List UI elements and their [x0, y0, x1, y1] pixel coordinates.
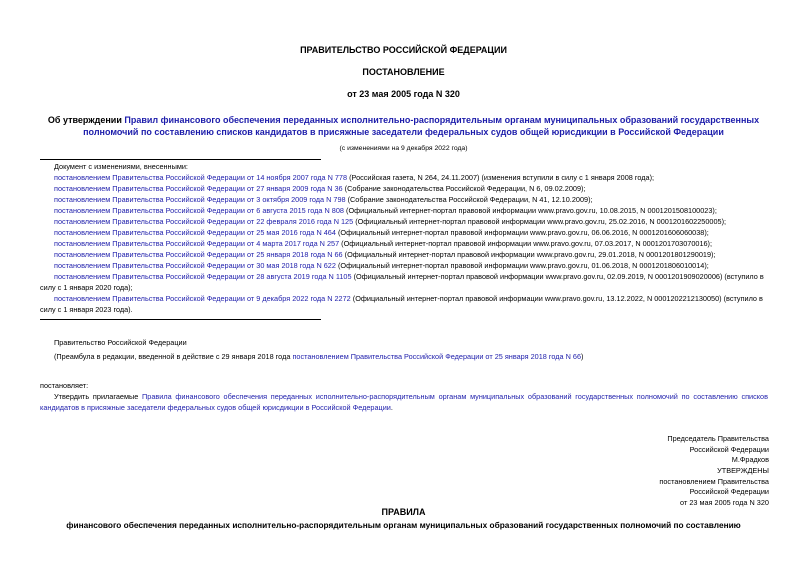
document-type: ПОСТАНОВЛЕНИЕ: [362, 67, 445, 77]
approve-prefix: Утвердить прилагаемые: [54, 392, 143, 401]
preamble-edition-link[interactable]: постановлением Правительства Российской Федерации от 25 января 2018 года N 66: [292, 352, 582, 361]
title-link[interactable]: Правил финансового обеспечения переданных исполнительно-распорядительным органам муниципальных образований государственных: [124, 115, 760, 125]
change-link[interactable]: постановлением Правительства Российской Федерации от 25 января 2018 года N 66: [54, 250, 343, 259]
change-link[interactable]: постановлением Правительства Российской Федерации от 4 марта 2017 года N 257: [54, 239, 340, 248]
preamble-text: Правительство Российской Федерации: [54, 338, 187, 347]
signature-position: Председатель Правительства: [667, 434, 769, 443]
change-link[interactable]: постановлением Правительства Российской Федерации от 30 мая 2018 года N 622: [54, 261, 336, 270]
title-link-cont[interactable]: полномочий по составлению списков кандидатов в присяжные заседатели федеральных судов общей юрисдикции в Российской Федерации: [83, 127, 724, 137]
change-text: (Официальный интернет-портал правовой информации www.pravo.gov.ru, 10.08.2015, N 0001201508100023);: [343, 206, 717, 215]
approved-by: постановлением Правительства: [659, 476, 769, 486]
change-item: [54, 239, 712, 250]
bottom-divider: [40, 319, 321, 320]
change-text: (Официальный интернет-портал правовой информации www.pravo.gov.ru, 29.01.2018, N 0001201801290019);: [342, 250, 716, 259]
change-item: [54, 228, 709, 239]
approve-paragraph: [40, 392, 768, 414]
change-item: [54, 206, 717, 217]
change-link[interactable]: постановлением Правительства Российской Федерации от 28 августа 2019 года N 1105: [54, 272, 352, 281]
resolves-text: постановляет:: [40, 381, 89, 390]
change-item-cont: силу с 1 января 2020 года);: [40, 283, 133, 292]
change-link[interactable]: постановлением Правительства Российской Федерации от 14 ноября 2007 года N 778: [54, 173, 348, 182]
change-link[interactable]: постановлением Правительства Российской Федерации от 25 мая 2016 года N 464: [54, 228, 336, 237]
changes-intro: Документ с изменениями, внесенными:: [54, 162, 188, 171]
signature-block: [667, 434, 769, 466]
change-item-cont: силу с 1 января 2023 года).: [40, 305, 133, 314]
top-divider: [40, 159, 321, 160]
change-link[interactable]: постановлением Правительства Российской Федерации от 22 февраля 2016 года N 125: [54, 217, 354, 226]
preamble-edition-suffix: ): [581, 352, 584, 361]
change-text: (Российская газета, N 264, 24.11.2007) (изменения вступили в силу с 1 января 2008 года);: [347, 173, 655, 182]
change-text: (Официальный интернет-портал правовой информации www.pravo.gov.ru, 07.03.2017, N 0001201703070016);: [339, 239, 713, 248]
change-text: (Официальный интернет-портал правовой информации www.pravo.gov.ru, 01.06.2018, N 0001201806010014);: [335, 261, 709, 270]
document-date-number: от 23 мая 2005 года N 320: [347, 89, 460, 99]
change-text: (Собрание законодательства Российской Федерации, N 6, 09.02.2009);: [342, 184, 586, 193]
approved-country: Российской Федерации: [689, 487, 769, 497]
approve-rules-link[interactable]: Правила финансового обеспечения переданных исполнительно-распорядительным органам муниципальных образований государственных полномочий по составлению списков кандидатов в присяжные заседатели федеральных судов общей юрисдикции в Российской Федерации: [40, 392, 768, 412]
preamble-edition-prefix: (Преамбула в редакции, введенной в действие с 29 января 2018 года: [54, 352, 293, 361]
title-prefix: Об утверждении: [47, 115, 125, 125]
change-item: [54, 217, 726, 228]
change-link[interactable]: постановлением Правительства Российской Федерации от 9 декабря 2022 года N 2272: [54, 294, 351, 303]
change-text: (Официальный интернет-портал правовой информации www.pravo.gov.ru, 06.06.2016, N 0001201606060038);: [335, 228, 709, 237]
change-item: [54, 250, 715, 261]
signature-country: Российской Федерации: [689, 444, 769, 454]
document-title: [0, 114, 807, 138]
approved-block: [659, 466, 769, 509]
change-link[interactable]: постановлением Правительства Российской Федерации от 3 октября 2009 года N 798: [54, 195, 346, 204]
change-item: [54, 173, 654, 184]
signature-name: М.Фрадков: [731, 455, 769, 465]
change-item: [54, 184, 586, 195]
change-item: [54, 272, 764, 283]
change-item: [54, 195, 593, 206]
change-text: (Официальный интернет-портал правовой информации www.pravo.gov.ru, 25.02.2016, N 0001201602250005);: [353, 217, 727, 226]
change-link[interactable]: постановлением Правительства Российской Федерации от 27 января 2009 года N 36: [54, 184, 343, 193]
approve-suffix: .: [390, 402, 393, 412]
change-text: (Официальный интернет-портал правовой информации www.pravo.gov.ru, 13.12.2022, N 0001202212130050) (вступило в: [350, 294, 763, 303]
change-item: [54, 294, 763, 305]
rules-title: ПРАВИЛА: [381, 507, 426, 517]
approved-date: от 23 мая 2005 года N 320: [680, 498, 769, 508]
government-heading: ПРАВИТЕЛЬСТВО РОССИЙСКОЙ ФЕДЕРАЦИИ: [300, 45, 507, 55]
edition-note: (с изменениями на 9 декабря 2022 года): [339, 145, 468, 152]
change-item: [54, 261, 709, 272]
rules-subtitle: финансового обеспечения переданных исполнительно-распорядительным органам муниципальных образований государственных полномочий по составлению: [66, 520, 741, 530]
approved-heading: УТВЕРЖДЕНЫ: [717, 466, 769, 475]
change-text: (Собрание законодательства Российской Федерации, N 41, 12.10.2009);: [345, 195, 593, 204]
change-link[interactable]: постановлением Правительства Российской Федерации от 6 августа 2015 года N 808: [54, 206, 344, 215]
preamble-edition: [54, 352, 583, 363]
change-text: (Официальный интернет-портал правовой информации www.pravo.gov.ru, 02.09.2019, N 0001201909020006) (вступило в: [351, 272, 764, 281]
